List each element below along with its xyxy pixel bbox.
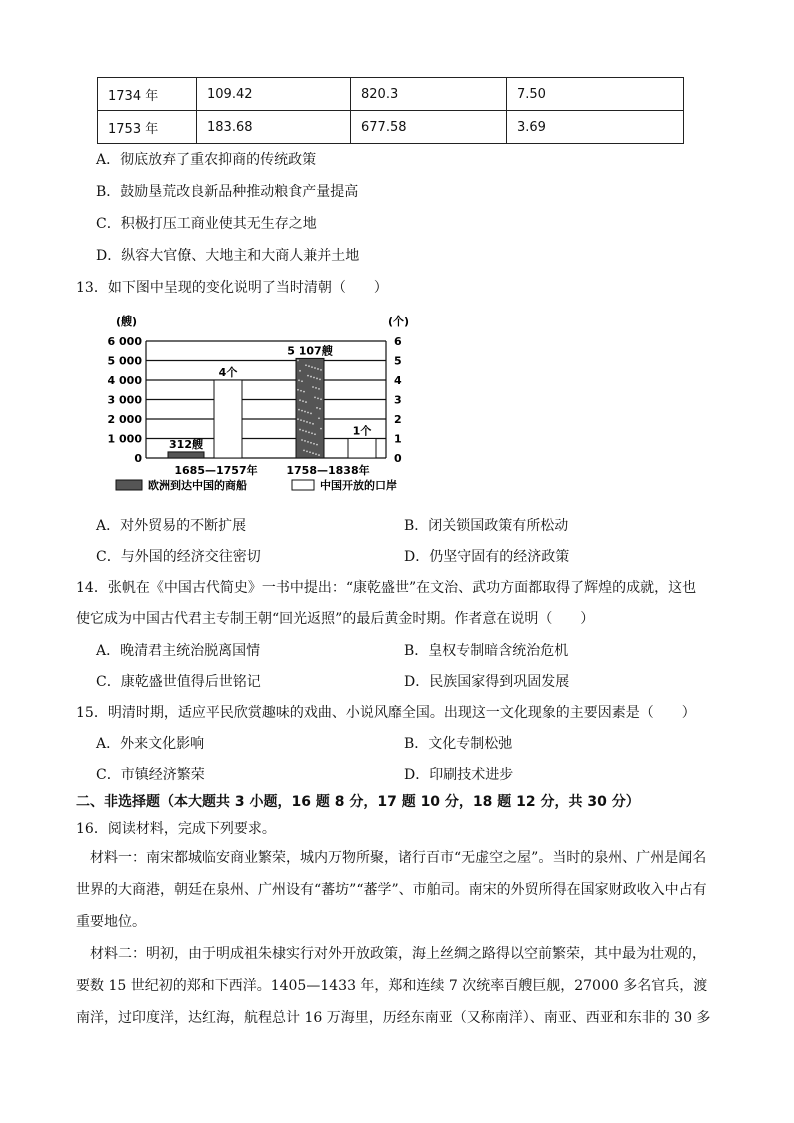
bar-texture (316, 407, 318, 409)
bar-texture (310, 413, 312, 415)
table-cell: 3.69 (507, 111, 684, 144)
bar-texture (310, 376, 312, 378)
bar-label-ships: 312艘 (169, 437, 203, 451)
bar-texture (312, 452, 314, 454)
bar-texture (309, 451, 311, 453)
bar-texture (306, 421, 308, 423)
q16-material-1: 材料一：南宋都城临安商业繁荣，城内万物所聚，诸行百市“无虚空之屋”。当时的泉州、广州是闻名世界的大商港，朝廷在泉州、广州设有“蕃坊”“蕃学”、市舶司。南宋的外贸所得在国家财政收入中占有重要地位。 (76, 850, 707, 930)
bar-texture (298, 379, 300, 381)
bar-texture (309, 422, 311, 424)
data-table (97, 77, 684, 144)
bar-texture (301, 410, 303, 412)
bar-texture (297, 360, 299, 362)
bar-label-ports: 1个 (352, 424, 372, 438)
bar-texture (303, 391, 305, 393)
bar-texture (320, 398, 322, 400)
bar-texture (313, 443, 315, 445)
bar-texture (305, 401, 307, 403)
q13-option-d: D．仍坚守固有的经济政策 (404, 549, 570, 565)
bar-texture (299, 399, 301, 401)
q13-option-a: A．对外贸易的不断扩展 (96, 518, 247, 534)
bar-texture (319, 378, 321, 380)
table-row (98, 111, 684, 144)
bar-texture (307, 441, 309, 443)
bar-texture (304, 440, 306, 442)
bar-chart (96, 308, 426, 504)
q14-option-c: C．康乾盛世值得后世铭记 (96, 674, 261, 690)
q12-option-b: B．鼓励垦荒改良新品种推动粮食产量提高 (96, 184, 359, 200)
legend-label-ports: 中国开放的口岸 (320, 479, 397, 492)
bar-texture (299, 429, 301, 431)
category-label: 1685—1757年 (174, 464, 258, 477)
q15-option-c: C．市镇经济繁荣 (96, 767, 205, 783)
right-axis-unit: (个) (388, 315, 410, 328)
q14-stem-line1: 14．张帆在《中国古代简史》一书中提出：“康乾盛世”在文治、武功方面都取得了辉煌的成就，这也 (76, 580, 697, 596)
bar-texture (306, 450, 308, 452)
bar-texture (314, 367, 316, 369)
left-tick-label: 2 000 (107, 413, 142, 426)
bar-texture (311, 366, 313, 368)
q16-material-2: 材料二：明初，由于明成祖朱棣实行对外开放政策，海上丝绸之路得以空前繁荣，其中最为壮观的，要数 15 世纪初的郑和下西洋。1405—1433 年，郑和连续 7 次统率百艘巨舰，27000 多名官兵，渡南洋，过印度洋，达红海，航程总计 16 万海里，历经东南亚（又称南洋）、南亚、西亚和东非的 30 多 (76, 946, 711, 1026)
bar-texture (317, 397, 319, 399)
bar-texture (307, 412, 309, 414)
right-tick-label: 3 (394, 393, 402, 407)
bar-label-ships: 5 107艘 (287, 344, 333, 358)
right-tick-label: 6 (394, 335, 402, 348)
bar-texture (308, 431, 310, 433)
table-cell: 7.50 (507, 78, 684, 111)
left-tick-label: 4 000 (107, 374, 142, 387)
right-tick-label: 4 (394, 374, 402, 387)
category-label: 1758—1838年 (286, 464, 370, 477)
q14-option-b: B．皇权专制暗含统治危机 (404, 643, 569, 659)
right-tick-label: 0 (394, 452, 402, 465)
section-heading: 二、非选择题（本大题共 3 小题，16 题 8 分，17 题 10 分，18 题 12 分，共 30 分） (76, 794, 640, 810)
q15-option-a: A．外来文化影响 (96, 736, 205, 752)
right-tick-label: 2 (394, 413, 402, 426)
bar-texture (316, 378, 318, 380)
bar-ports (214, 380, 242, 458)
q13-option-b: B．闭关锁国政策有所松动 (404, 518, 569, 534)
right-tick-label: 1 (394, 432, 402, 446)
bar-texture (310, 442, 312, 444)
bar-label-ports: 4个 (218, 366, 238, 379)
bar-texture (302, 400, 304, 402)
legend-swatch-ships (116, 480, 142, 490)
bar-texture (308, 365, 310, 367)
q14-option-a: A．晚清君主统治脱离国情 (96, 643, 261, 659)
q12-option-c: C．积极打压工商业使其无生存之地 (96, 216, 317, 232)
bar-texture (318, 388, 320, 390)
right-tick-label: 5 (394, 354, 402, 368)
bar-texture (313, 377, 315, 379)
q14-option-d: D．民族国家得到巩固发展 (404, 674, 570, 690)
legend-swatch-ports (292, 480, 314, 490)
bar-texture (314, 397, 316, 399)
left-tick-label: 5 000 (107, 354, 142, 368)
table-cell: 183.68 (197, 111, 351, 144)
bar-texture (297, 389, 299, 391)
table-cell: 820.3 (351, 78, 507, 111)
q12-option-d: D．纵容大官僚、大地主和大商人兼并土地 (96, 248, 360, 264)
bar-texture (318, 454, 320, 456)
bar-texture (312, 423, 314, 425)
q12-option-a: A．彻底放弃了重农抑商的传统政策 (96, 152, 317, 168)
bar-texture (298, 409, 300, 411)
bar-texture (299, 370, 301, 372)
left-tick-label: 1 000 (107, 432, 142, 446)
bar-texture (307, 375, 309, 377)
q14-stem-line2: 使它成为中国古代君主专制王朝“回光返照”的最后黄金时期。作者意在说明（ ） (76, 611, 595, 627)
bar-texture (297, 418, 299, 420)
q15-stem: 15．明清时期，适应平民欣赏趣味的戏曲、小说风靡全国。出现这一文化现象的主要因素是（ ） (76, 705, 696, 721)
table-cell: 1734 年 (98, 78, 197, 111)
bar-texture (300, 390, 302, 392)
q13-stem: 13．如下图中呈现的变化说明了当时清朝（ ） (76, 280, 388, 296)
bar-texture (301, 439, 303, 441)
left-tick-label: 6 000 (107, 335, 142, 348)
left-tick-label: 0 (134, 452, 142, 465)
table-cell: 109.42 (197, 78, 351, 111)
bar-texture (312, 386, 314, 388)
bar-texture (300, 419, 302, 421)
q13-option-c: C．与外国的经济交往密切 (96, 549, 261, 565)
bar-texture (304, 411, 306, 413)
q16-stem: 16．阅读材料，完成下列要求。 (76, 821, 276, 837)
bar-ports (348, 439, 376, 459)
bar-texture (316, 444, 318, 446)
table-cell: 1753 年 (98, 111, 197, 144)
bar-texture (315, 387, 317, 389)
bar-texture (303, 420, 305, 422)
table-cell: 677.58 (351, 111, 507, 144)
bar-texture (317, 368, 319, 370)
q15-option-b: B．文化专制松弛 (404, 736, 513, 752)
table-row (98, 78, 684, 111)
bar-texture (305, 364, 307, 366)
bar-texture (305, 431, 307, 433)
bar-texture (320, 428, 322, 430)
q15-option-d: D．印刷技术进步 (404, 767, 514, 783)
left-tick-label: 3 000 (107, 393, 142, 407)
left-axis-unit: (艘) (116, 315, 138, 328)
bar-texture (302, 430, 304, 432)
bar-texture (303, 450, 305, 452)
bar-texture (318, 417, 320, 419)
legend-label-ships: 欧洲到达中国的商船 (148, 479, 247, 492)
bar-ships (168, 452, 204, 458)
bar-texture (301, 380, 303, 382)
bar-texture (319, 408, 321, 410)
bar-texture (320, 369, 322, 371)
bar-texture (311, 432, 313, 434)
bar-texture (314, 433, 316, 435)
bar-texture (315, 453, 317, 455)
